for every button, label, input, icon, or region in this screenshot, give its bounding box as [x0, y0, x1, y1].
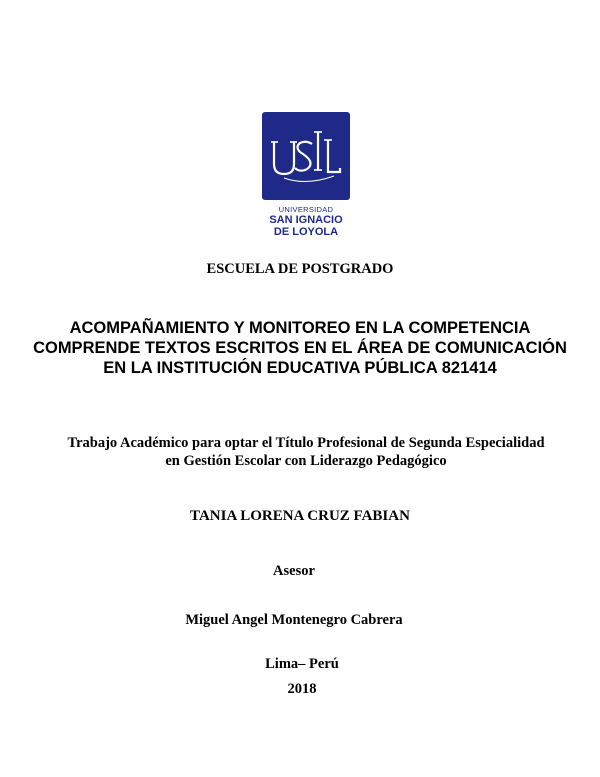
- logo-university-label: UNIVERSIDAD: [278, 205, 334, 214]
- degree-description: Trabajo Académico para optar el Título Profesional de Segunda Especialidad en Gestión Escolar con Liderazgo Pedagógico: [67, 435, 545, 469]
- year: 2018: [287, 681, 317, 697]
- usil-monogram-graphic: [262, 112, 350, 200]
- university-logo: [262, 112, 350, 238]
- author-name: TANIA LORENA CRUZ FABIAN: [190, 508, 410, 524]
- usil-monogram-icon: [262, 112, 350, 200]
- logo-name-line-2: DE LOYOLA: [273, 226, 339, 238]
- logo-name-line-1: SAN IGNACIO: [269, 214, 343, 226]
- advisor-name: Miguel Angel Montenegro Cabrera: [185, 612, 403, 628]
- advisor-label: Asesor: [273, 563, 315, 579]
- school-name: ESCUELA DE POSTGRADO: [206, 261, 394, 277]
- place: Lima– Perú: [265, 656, 339, 672]
- thesis-title: ACOMPAÑAMIENTO Y MONITOREO EN LA COMPETENCIA COMPRENDE TEXTOS ESCRITOS EN EL ÁREA DE COMUNICACIÓN EN LA INSTITUCIÓN EDUCATIVA PÚBLICA 821414: [33, 319, 567, 377]
